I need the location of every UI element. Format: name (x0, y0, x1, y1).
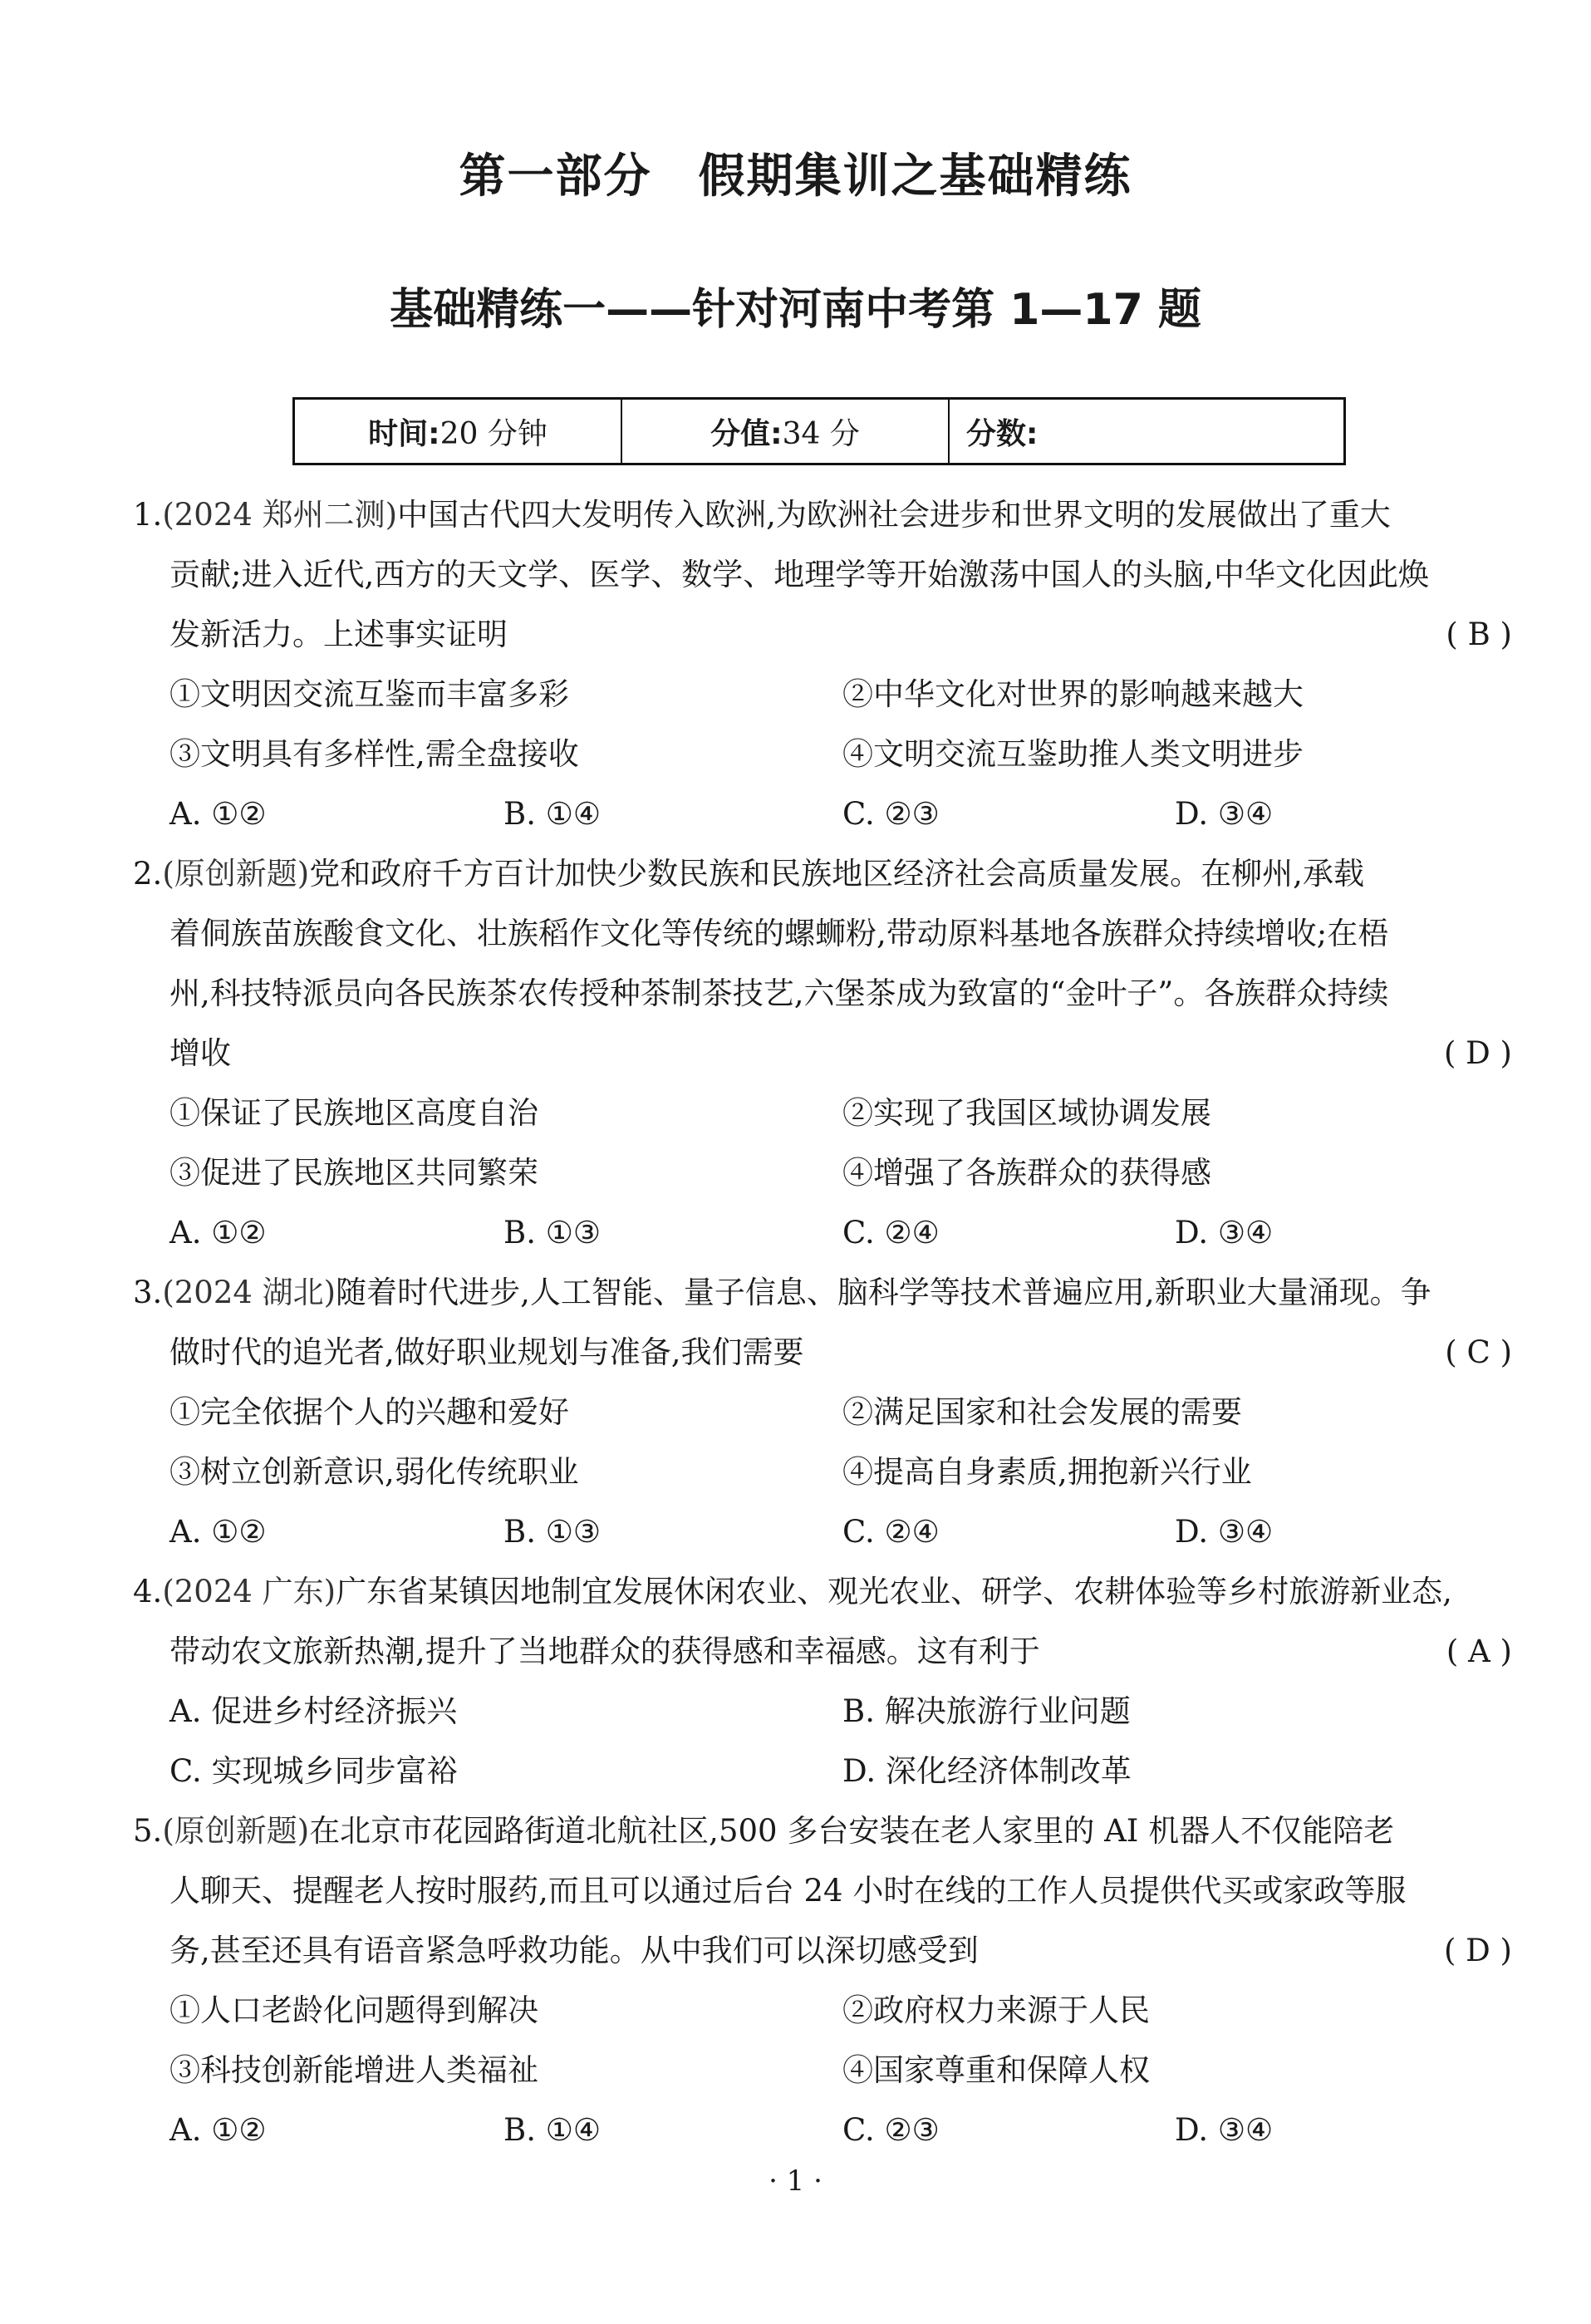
question-3 (133, 1263, 1512, 1562)
choice-a: A. ①② (169, 1215, 267, 1250)
question-text: 在北京市花园路街道北航社区,500 多台安装在老人家里的 AI 机器人不仅能陪老 (309, 1813, 1395, 1849)
page-number: · 1 · (768, 2164, 823, 2198)
statement: ②政府权力来源于人民 (842, 1992, 1150, 2028)
choice-d: D. 深化经济体制改革 (842, 1753, 1132, 1789)
question-stem-line (133, 1921, 1512, 1981)
time-cell (295, 400, 622, 463)
statement-row (133, 1083, 1512, 1143)
choice-b: B. 解决旅游行业问题 (842, 1693, 1131, 1729)
choice-c: C. ②③ (842, 796, 940, 832)
statement-row (133, 1383, 1512, 1442)
question-stem-line (133, 844, 1512, 904)
choice-b: B. ①④ (503, 796, 602, 832)
question-number: 4. (133, 1574, 163, 1609)
statement-row (133, 1981, 1512, 2041)
choice-row (133, 1502, 1512, 1562)
statement: ③科技创新能增进人类福祉 (169, 2052, 538, 2088)
choice-c: C. ②④ (842, 1215, 940, 1250)
choice-row (133, 784, 1512, 844)
question-text: 党和政府千方百计加快少数民族和民族地区经济社会高质量发展。在柳州,承载 (309, 856, 1364, 892)
answer-bracket: ( D ) (1443, 1933, 1512, 1968)
time-label: 时间: (368, 416, 440, 451)
choice-d: D. ③④ (1175, 1215, 1274, 1250)
score-cell (950, 400, 1343, 463)
question-source: (原创新题) (162, 856, 310, 892)
choice-a: A. ①② (169, 2112, 267, 2148)
answer-bracket: ( A ) (1446, 1634, 1512, 1669)
answer-bracket: ( C ) (1445, 1334, 1512, 1370)
question-text: 发新活力。上述事实证明 (169, 617, 508, 652)
choice-a: A. 促进乡村经济振兴 (169, 1693, 458, 1729)
question-stem-line (133, 1562, 1512, 1622)
answer-bracket: ( D ) (1443, 1035, 1512, 1071)
part-title (0, 140, 1591, 206)
statement-row (133, 665, 1512, 725)
section-title: 基础精练一——针对河南中考第 1—17 题 (390, 285, 1201, 335)
statement: ③促进了民族地区共同繁荣 (169, 1155, 538, 1191)
question-stem-line: 人聊天、提醒老人按时服药,而且可以通过后台 24 小时在线的工作人员提供代买或家政等服 (169, 1873, 1407, 1909)
statement: ②满足国家和社会发展的需要 (842, 1394, 1242, 1430)
part-title-label: 第一部分 (459, 150, 652, 204)
choice-row (133, 1682, 1512, 1742)
choice-row (133, 2100, 1512, 2160)
answer-bracket: ( B ) (1446, 617, 1512, 652)
choice-row (133, 1742, 1512, 1801)
statement: ②中华文化对世界的影响越来越大 (842, 676, 1304, 712)
points-cell (622, 400, 950, 463)
choice-b: B. ①④ (503, 2112, 602, 2148)
question-source: (原创新题) (162, 1813, 310, 1849)
points-label: 分值: (710, 416, 783, 451)
statement-row (133, 1143, 1512, 1203)
statement: ④国家尊重和保障人权 (842, 2052, 1150, 2088)
question-number: 1. (133, 497, 163, 533)
statement: ④提高自身素质,拥抱新兴行业 (842, 1454, 1252, 1490)
statement: ①保证了民族地区高度自治 (169, 1095, 538, 1131)
statement: ④文明交流互鉴助推人类文明进步 (842, 736, 1304, 772)
statement: ④增强了各族群众的获得感 (842, 1155, 1211, 1191)
choice-row (133, 1203, 1512, 1263)
question-text: 随着时代进步,人工智能、量子信息、脑科学等技术普遍应用,新职业大量涌现。争 (336, 1275, 1431, 1310)
question-source: (2024 郑州二测) (162, 497, 398, 533)
choice-b: B. ①③ (503, 1215, 602, 1250)
time-value: 20 分钟 (439, 416, 548, 451)
question-stem-line (133, 1622, 1512, 1682)
question-1 (133, 485, 1512, 844)
question-stem-line (133, 1024, 1512, 1083)
score-label: 分数: (966, 416, 1039, 451)
choice-d: D. ③④ (1175, 796, 1274, 832)
statement: ①完全依据个人的兴趣和爱好 (169, 1394, 569, 1430)
question-text: 广东省某镇因地制宜发展休闲农业、观光农业、研学、农耕体验等乡村旅游新业态, (336, 1574, 1452, 1609)
question-5 (133, 1801, 1512, 2160)
statement: ①文明因交流互鉴而丰富多彩 (169, 676, 569, 712)
choice-b: B. ①③ (503, 1514, 602, 1550)
choice-a: A. ①② (169, 1514, 267, 1550)
question-text: 做时代的追光者,做好职业规划与准备,我们需要 (169, 1334, 804, 1370)
statement-row (133, 725, 1512, 784)
choice-d: D. ③④ (1175, 1514, 1274, 1550)
choice-c: C. 实现城乡同步富裕 (169, 1753, 458, 1789)
points-value: 34 分 (782, 416, 860, 451)
choice-c: C. ②④ (842, 1514, 940, 1550)
question-number: 2. (133, 856, 163, 892)
question-stem-line (133, 605, 1512, 665)
question-text: 带动农文旅新热潮,提升了当地群众的获得感和幸福感。这有利于 (169, 1634, 1040, 1669)
question-source: (2024 湖北) (162, 1275, 336, 1310)
question-text: 增收 (169, 1035, 231, 1071)
choice-c: C. ②③ (842, 2112, 940, 2148)
question-stem-line: 州,科技特派员向各民族茶农传授种茶制茶技艺,六堡茶成为致富的“金叶子”。各族群众持续 (169, 975, 1389, 1011)
question-text: 务,甚至还具有语音紧急呼救功能。从中我们可以深切感受到 (169, 1933, 979, 1968)
choice-a: A. ①② (169, 796, 267, 832)
question-stem-line: 着侗族苗族酸食文化、壮族稻作文化等传统的螺蛳粉,带动原料基地各族群众持续增收;在梧 (169, 916, 1389, 951)
statement-row (133, 1442, 1512, 1502)
statement: ②实现了我国区域协调发展 (842, 1095, 1211, 1131)
score-table (292, 397, 1346, 465)
question-number: 3. (133, 1275, 163, 1310)
question-number: 5. (133, 1813, 163, 1849)
question-4 (133, 1562, 1512, 1801)
question-2 (133, 844, 1512, 1263)
choice-d: D. ③④ (1175, 2112, 1274, 2148)
statement-row (133, 2041, 1512, 2100)
question-stem-line (133, 1801, 1512, 1861)
question-stem-line (133, 1323, 1512, 1383)
statement: ①人口老龄化问题得到解决 (169, 1992, 538, 2028)
statement: ③文明具有多样性,需全盘接收 (169, 736, 579, 772)
question-stem-line: 贡献;进入近代,西方的天文学、医学、数学、地理学等开始激荡中国人的头脑,中华文化因此焕 (169, 557, 1429, 592)
question-source: (2024 广东) (162, 1574, 336, 1609)
part-title-name: 假期集训之基础精练 (698, 150, 1132, 204)
statement: ③树立创新意识,弱化传统职业 (169, 1454, 579, 1490)
question-stem-line (133, 485, 1512, 545)
question-text: 中国古代四大发明传入欧洲,为欧洲社会进步和世界文明的发展做出了重大 (397, 497, 1391, 533)
question-stem-line (133, 1263, 1512, 1323)
